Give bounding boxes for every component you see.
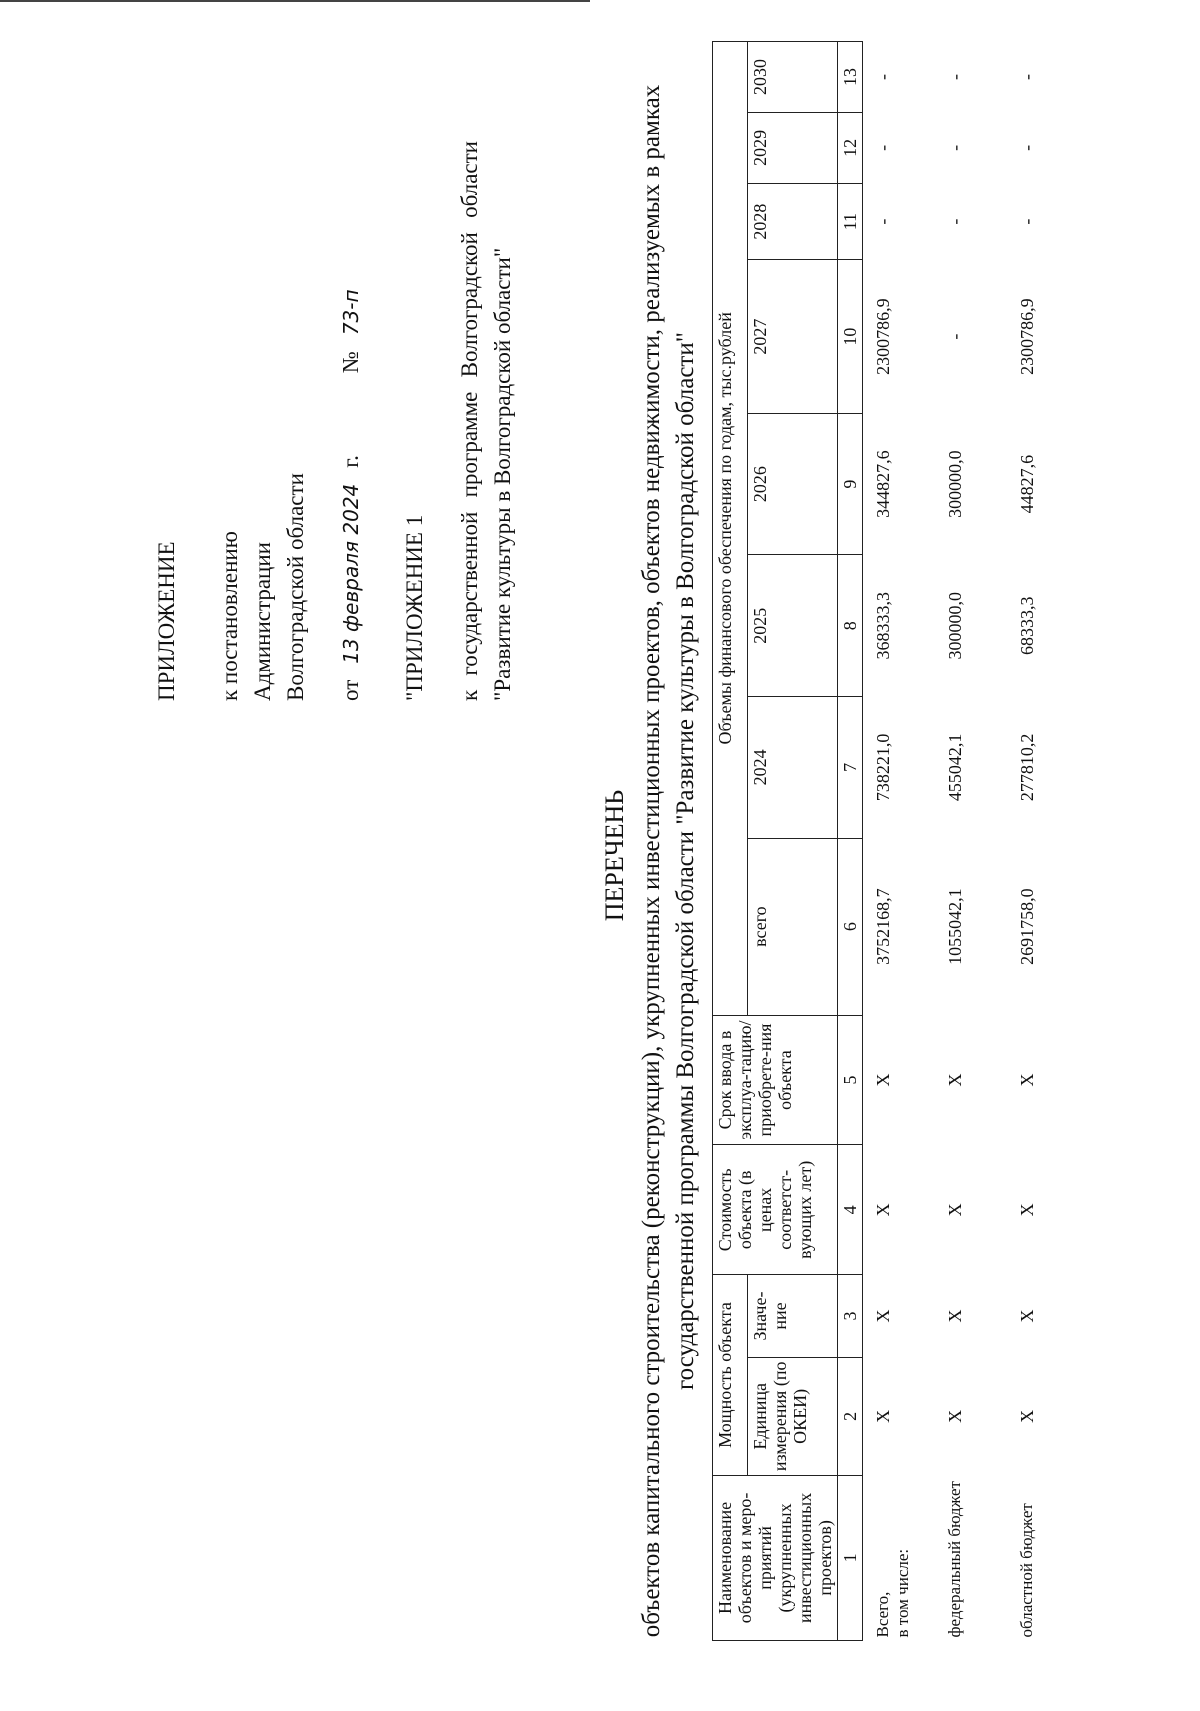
- colnum: 6: [838, 838, 863, 1015]
- row-name: Всего, в том числе:: [873, 1548, 912, 1638]
- annex-decree-line-3: Волгоградской области: [283, 473, 308, 701]
- header-volumes: Объемы финансового обеспечения по годам, тыс.рублей: [713, 42, 748, 1016]
- row-2027: 2300786,9: [1017, 298, 1037, 375]
- row-2026: 300000,0: [945, 450, 965, 518]
- row-term: Х: [945, 1073, 965, 1087]
- row-2030: -: [1017, 73, 1037, 80]
- header-year-2024: 2024: [747, 697, 837, 839]
- colnum: 10: [838, 260, 863, 413]
- row-total: 3752168,7: [873, 888, 893, 965]
- row-2026: 44827,6: [1017, 454, 1037, 514]
- row-value: Х: [873, 1309, 893, 1323]
- row-2025: 300000,0: [945, 591, 965, 660]
- table-row-regional: [1007, 42, 1079, 1641]
- header-year-2030: 2030: [747, 42, 837, 113]
- row-name: федеральный бюджет: [945, 1481, 964, 1638]
- colnum: 12: [838, 112, 863, 183]
- row-name: областной бюджет: [1017, 1503, 1036, 1638]
- row-2030: -: [873, 73, 893, 80]
- number-value: 73-п: [339, 289, 363, 336]
- colnum: 4: [838, 1145, 863, 1275]
- header-year-2029: 2029: [747, 112, 837, 183]
- row-2024: 738221,0: [873, 733, 893, 802]
- annex1-text: к государственной программе Волгоградской области "Развитие культуры в Волгоградской области": [457, 141, 515, 701]
- row-2028: -: [1017, 218, 1037, 225]
- row-2024: 455042,1: [945, 733, 965, 802]
- row-cost: Х: [1017, 1203, 1037, 1217]
- table-row-federal: [935, 42, 1007, 1641]
- row-value: Х: [945, 1309, 965, 1323]
- header-year-2027: 2027: [747, 260, 837, 413]
- header-total: всего: [747, 838, 837, 1015]
- colnum: 11: [838, 183, 863, 260]
- row-total: 1055042,1: [945, 888, 965, 965]
- colnum: 5: [838, 1015, 863, 1145]
- annex-block: [150, 141, 519, 701]
- number-label: №: [338, 351, 363, 374]
- header-unit: Единица измерения (по ОКЕИ): [747, 1357, 837, 1475]
- header-value: Значе-ние: [747, 1275, 837, 1358]
- row-2029: -: [873, 144, 893, 151]
- annex-decree-line-1: к постановлению: [217, 531, 242, 701]
- row-2026: 344827,6: [873, 450, 893, 518]
- row-unit: Х: [945, 1409, 965, 1423]
- date-prefix: от: [338, 679, 363, 701]
- row-2027: -: [945, 333, 965, 340]
- column-numbers-row: [838, 42, 863, 1641]
- row-2025: 368333,3: [873, 591, 893, 660]
- row-value: Х: [1017, 1309, 1037, 1323]
- row-cost: Х: [945, 1203, 965, 1217]
- row-total: 2691758,0: [1017, 888, 1037, 965]
- row-2024: 277810,2: [1017, 733, 1037, 802]
- colnum: 3: [838, 1275, 863, 1358]
- document-subtitle: объектов капитального строительства (реконструкции), укрупненных инвестиционных проектов, объектов недвижимости, реализуемых в рамках государственной программы Волгоградской области "Развитие культуры в Волгоградской области": [638, 84, 699, 1638]
- row-2030: -: [945, 73, 965, 80]
- row-2027: 2300786,9: [873, 298, 893, 375]
- header-capacity: Мощность объекта: [713, 1275, 748, 1476]
- colnum: 8: [838, 555, 863, 697]
- row-term: Х: [1017, 1073, 1037, 1087]
- row-2028: -: [945, 218, 965, 225]
- row-cost: Х: [873, 1203, 893, 1217]
- annex-date-row: [334, 141, 368, 701]
- header-year-2026: 2026: [747, 413, 837, 555]
- row-2029: -: [1017, 144, 1037, 151]
- header-cost: Стоимость объекта (в ценах соответст-вующих лет): [713, 1145, 838, 1275]
- header-name: Наименование объектов и меро-приятий (укрупненных инвестиционных проектов): [713, 1475, 838, 1640]
- date-suffix: г.: [338, 455, 363, 468]
- colnum: 7: [838, 697, 863, 839]
- financing-table: [712, 41, 1079, 1641]
- document-title: ПЕРЕЧЕНЬ: [600, 789, 629, 922]
- row-2028: -: [873, 218, 893, 225]
- table-row-total: [863, 42, 936, 1641]
- header-year-2025: 2025: [747, 555, 837, 697]
- date-value: 13 февраля 2024: [339, 483, 363, 664]
- annex1-title: "ПРИЛОЖЕНИЕ 1: [402, 514, 427, 701]
- annex-title: ПРИЛОЖЕНИЕ: [154, 541, 179, 701]
- colnum: 2: [838, 1357, 863, 1475]
- annex-decree-line-2: Администрации: [250, 542, 275, 701]
- row-2029: -: [945, 144, 965, 151]
- row-term: Х: [873, 1073, 893, 1087]
- row-2025: 68333,3: [1017, 596, 1037, 655]
- row-unit: Х: [1017, 1409, 1037, 1423]
- header-term: Срок ввода в эксплуа-тацию/ приобрете-ния объекта: [713, 1015, 838, 1145]
- colnum: 13: [838, 42, 863, 113]
- colnum: 1: [838, 1475, 863, 1640]
- colnum: 9: [838, 413, 863, 555]
- row-unit: Х: [873, 1409, 893, 1423]
- header-year-2028: 2028: [747, 183, 837, 260]
